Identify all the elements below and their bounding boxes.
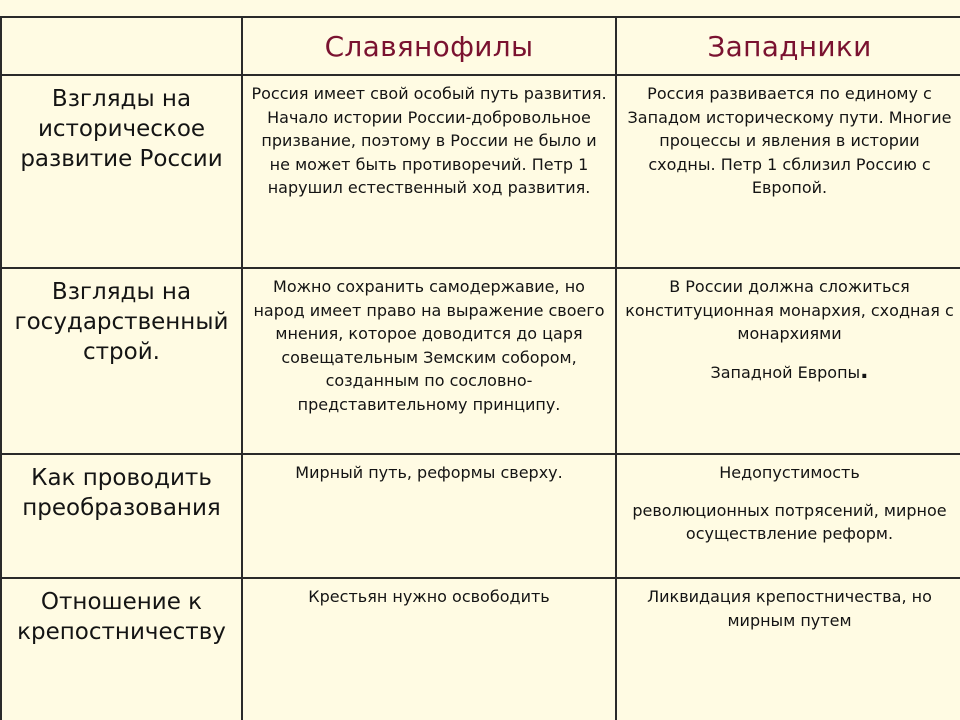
cell-slavophiles-serfdom — [242, 578, 616, 720]
row-label-transformations: Как проводить преобразования — [1, 454, 242, 578]
cell-text-line-2: революционных потрясений, мирное осуществление реформ. — [632, 500, 947, 543]
table-row-serfdom — [1, 578, 960, 720]
cell-slavophiles-transformations — [242, 454, 616, 578]
column-header-slavophiles: Славянофилы — [242, 17, 616, 75]
cell-text: Можно сохранить самодержавие, но народ имеет право на выражение своего мнения, которое доводится до царя совещательным Земским собором, созданным по сословно-представительному принципу. — [253, 277, 605, 414]
cell-text: Крестьян нужно освободить — [308, 587, 550, 606]
cell-westerners-serfdom — [616, 578, 960, 720]
table-row-state-system — [1, 268, 960, 454]
cell-text: Россия имеет свой особый путь развития. Начало истории России-добровольное призвание, поэтому в России не было и не может быть противоречий. Петр 1 нарушил естественный ход развития. — [251, 84, 607, 197]
cell-text-line-2 — [625, 360, 954, 385]
cell-westerners-state — [616, 268, 960, 454]
table-row-transformations — [1, 454, 960, 578]
row-label-serfdom: Отношение к крепостничеству — [1, 578, 242, 720]
table-row-historical-development — [1, 75, 960, 268]
cell-westerners-transformations — [616, 454, 960, 578]
cell-text-line-1: В России должна сложиться конституционная монархия, сходная с монархиями — [625, 277, 954, 343]
cell-text-period: . — [860, 358, 869, 384]
cell-text: Мирный путь, реформы сверху. — [295, 463, 563, 482]
cell-westerners-historical — [616, 75, 960, 268]
column-header-westerners: Западники — [616, 17, 960, 75]
cell-text: Ликвидация крепостничества, но мирным путем — [647, 587, 932, 630]
corner-cell — [1, 17, 242, 75]
comparison-table — [0, 16, 960, 720]
cell-text-western-europe: Западной Европы — [710, 362, 861, 382]
row-label-state-system: Взгляды на государственный строй. — [1, 268, 242, 454]
cell-text-line-1: Недопустимость — [719, 463, 860, 482]
header-row — [1, 17, 960, 75]
cell-text: Россия развивается по единому с Западом историческому пути. Многие процессы и явления в истории сходны. Петр 1 сблизил Россию с Европой. — [627, 84, 952, 197]
row-label-historical-development: Взгляды на историческое развитие России — [1, 75, 242, 268]
cell-slavophiles-historical — [242, 75, 616, 268]
cell-slavophiles-state — [242, 268, 616, 454]
